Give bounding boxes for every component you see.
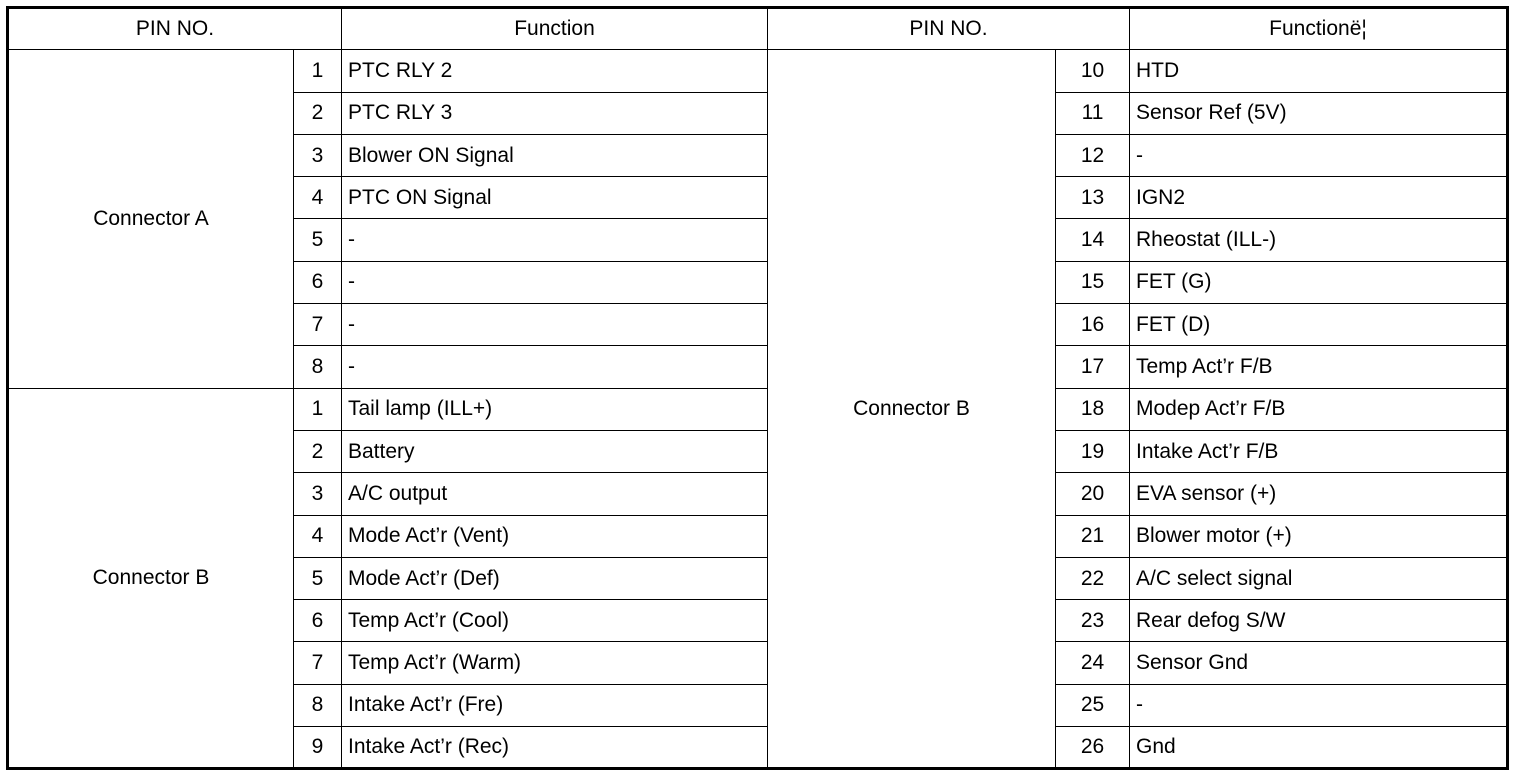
pin-function-right: IGN2 xyxy=(1130,177,1508,219)
pin-number-right: 24 xyxy=(1056,642,1130,684)
table-row xyxy=(8,388,1508,430)
pin-function-right: FET (D) xyxy=(1130,304,1508,346)
pin-function-right: - xyxy=(1130,684,1508,726)
connector-label-left: Connector A xyxy=(8,50,294,388)
pin-function-right: Temp Act’r F/B xyxy=(1130,346,1508,388)
pin-number-left: 2 xyxy=(294,92,342,134)
pin-number-left: 8 xyxy=(294,684,342,726)
pin-function-right: - xyxy=(1130,134,1508,176)
pin-number-right: 11 xyxy=(1056,92,1130,134)
pin-number-left: 1 xyxy=(294,388,342,430)
pin-function-right: Rheostat (ILL-) xyxy=(1130,219,1508,261)
pin-number-right: 15 xyxy=(1056,261,1130,303)
pin-number-left: 3 xyxy=(294,134,342,176)
header-pin-no-left: PIN NO. xyxy=(8,8,342,50)
pin-function-left: Temp Act’r (Warm) xyxy=(342,642,768,684)
pin-number-left: 4 xyxy=(294,515,342,557)
pin-number-left: 8 xyxy=(294,346,342,388)
pin-function-right: FET (G) xyxy=(1130,261,1508,303)
pin-number-left: 4 xyxy=(294,177,342,219)
connector-label-right: Connector B xyxy=(768,50,1056,769)
pin-function-left: Intake Act’r (Fre) xyxy=(342,684,768,726)
pin-function-left: Mode Act’r (Vent) xyxy=(342,515,768,557)
pin-function-left: Blower ON Signal xyxy=(342,134,768,176)
pin-number-right: 21 xyxy=(1056,515,1130,557)
pin-function-right: HTD xyxy=(1130,50,1508,92)
pin-number-right: 17 xyxy=(1056,346,1130,388)
pin-number-right: 26 xyxy=(1056,727,1130,769)
connector-label-left: Connector B xyxy=(8,388,294,769)
pin-function-left: Battery xyxy=(342,430,768,472)
pin-number-left: 3 xyxy=(294,473,342,515)
pin-function-left: - xyxy=(342,346,768,388)
pin-number-right: 13 xyxy=(1056,177,1130,219)
pin-function-table xyxy=(6,6,1509,770)
pin-function-right: Sensor Ref (5V) xyxy=(1130,92,1508,134)
pin-number-right: 10 xyxy=(1056,50,1130,92)
pin-number-left: 7 xyxy=(294,304,342,346)
pin-number-left: 2 xyxy=(294,430,342,472)
pin-number-right: 19 xyxy=(1056,430,1130,472)
pin-function-right: Gnd xyxy=(1130,727,1508,769)
pin-number-right: 23 xyxy=(1056,600,1130,642)
pin-function-left: Tail lamp (ILL+) xyxy=(342,388,768,430)
pin-number-left: 5 xyxy=(294,219,342,261)
pin-number-right: 20 xyxy=(1056,473,1130,515)
pin-function-left: Intake Act’r (Rec) xyxy=(342,727,768,769)
pin-function-right: A/C select signal xyxy=(1130,557,1508,599)
pin-function-left: Temp Act’r (Cool) xyxy=(342,600,768,642)
pin-number-right: 22 xyxy=(1056,557,1130,599)
pin-function-right: Rear defog S/W xyxy=(1130,600,1508,642)
pin-function-left: - xyxy=(342,219,768,261)
pin-function-left: - xyxy=(342,261,768,303)
pin-function-right: Intake Act’r F/B xyxy=(1130,430,1508,472)
header-pin-no-right: PIN NO. xyxy=(768,8,1130,50)
pin-function-right: Sensor Gnd xyxy=(1130,642,1508,684)
pin-number-left: 6 xyxy=(294,261,342,303)
pin-function-left: Mode Act’r (Def) xyxy=(342,557,768,599)
header-function-left: Function xyxy=(342,8,768,50)
header-function-right: Functionë¦ xyxy=(1130,8,1508,50)
pin-function-right: Modep Act’r F/B xyxy=(1130,388,1508,430)
pin-function-right: EVA sensor (+) xyxy=(1130,473,1508,515)
header-row xyxy=(8,8,1508,50)
table-body xyxy=(8,50,1508,769)
table-row xyxy=(8,50,1508,92)
pin-number-right: 16 xyxy=(1056,304,1130,346)
pin-function-left: PTC RLY 3 xyxy=(342,92,768,134)
pin-function-left: PTC ON Signal xyxy=(342,177,768,219)
pin-number-left: 6 xyxy=(294,600,342,642)
pin-number-left: 5 xyxy=(294,557,342,599)
pin-number-right: 14 xyxy=(1056,219,1130,261)
pin-function-left: PTC RLY 2 xyxy=(342,50,768,92)
pin-number-right: 12 xyxy=(1056,134,1130,176)
pin-number-right: 25 xyxy=(1056,684,1130,726)
pin-function-left: A/C output xyxy=(342,473,768,515)
pin-number-right: 18 xyxy=(1056,388,1130,430)
pin-function-left: - xyxy=(342,304,768,346)
pin-function-right: Blower motor (+) xyxy=(1130,515,1508,557)
pin-number-left: 7 xyxy=(294,642,342,684)
pin-number-left: 1 xyxy=(294,50,342,92)
pin-number-left: 9 xyxy=(294,727,342,769)
